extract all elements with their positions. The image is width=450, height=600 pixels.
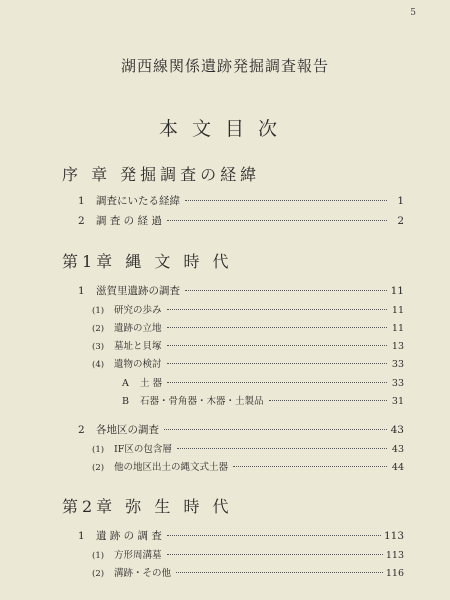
entry-page: 11 (390, 285, 404, 297)
toc-entry[interactable] (78, 422, 404, 437)
toc-entry[interactable] (78, 528, 404, 543)
entry-number: (1) (92, 445, 105, 455)
entry-number: (2) (92, 463, 105, 473)
entry-label: 溝跡・その他 (114, 568, 172, 579)
leader-dots (269, 400, 387, 401)
entry-page: 11 (391, 305, 404, 316)
entry-label: 遺 跡 の 調 査 (96, 530, 162, 542)
entry-number: B (122, 396, 129, 407)
entry-number: (1) (92, 306, 105, 316)
leader-dots (167, 382, 387, 383)
toc-subentry[interactable] (122, 375, 404, 389)
entry-number: (1) (92, 551, 105, 561)
entry-label: 各地区の調査 (96, 424, 159, 436)
entry-page: 43 (390, 424, 404, 436)
entry-number: 1 (78, 530, 85, 542)
entry-page: 113 (383, 530, 404, 542)
entry-number: (3) (92, 342, 105, 352)
entry-number: 2 (78, 215, 85, 227)
entry-label: 調 査 の 経 過 (96, 215, 162, 227)
toc-subentry[interactable] (92, 338, 404, 352)
entry-page: 11 (391, 323, 404, 334)
entry-label: 石器・骨角器・木器・土製品 (140, 396, 264, 407)
entry-page: 113 (385, 550, 404, 561)
leader-dots (233, 466, 387, 467)
entry-label: 土 器 (140, 378, 163, 389)
entry-number: A (122, 378, 129, 389)
toc-subentry[interactable] (92, 459, 404, 473)
entry-label: 方形周溝墓 (114, 550, 162, 561)
entry-page: 116 (385, 568, 404, 579)
leader-dots (167, 220, 387, 221)
toc-entry[interactable] (78, 283, 404, 298)
page-number: 5 (410, 8, 416, 18)
entry-label: 研究の歩み (114, 305, 162, 316)
toc-subentry[interactable] (92, 320, 404, 334)
entry-number: (2) (92, 569, 105, 579)
leader-dots (167, 363, 387, 364)
toc-subentry[interactable] (92, 441, 404, 455)
entry-page: 1 (397, 195, 404, 207)
toc-subentry[interactable] (92, 356, 404, 370)
toc-subentry[interactable] (92, 302, 404, 316)
leader-dots (185, 290, 387, 291)
entry-number: (2) (92, 324, 105, 334)
entry-number: 1 (78, 285, 85, 297)
entry-number: (4) (92, 360, 105, 370)
leader-dots (185, 200, 387, 201)
entry-label: 遺跡の立地 (114, 323, 162, 334)
leader-dots (167, 309, 387, 310)
entry-number: 2 (78, 424, 85, 436)
entry-number: 1 (78, 195, 85, 207)
entry-label: 調査にいたる経緯 (96, 195, 180, 207)
entry-page: 43 (391, 444, 404, 455)
toc-subentry[interactable] (92, 565, 404, 579)
report-header: 湖西線関係遺跡発掘調査報告 (120, 57, 329, 75)
leader-dots (164, 429, 387, 430)
chapter-heading: 第1章 縄 文 時 代 (62, 252, 233, 271)
entry-label: ⅠF区の包含層 (114, 444, 172, 455)
entry-label: 遺物の検討 (114, 359, 162, 370)
chapter-heading: 序 章 発掘調査の経緯 (62, 165, 261, 184)
chapter-heading: 第2章 弥 生 時 代 (62, 497, 233, 516)
entry-page: 44 (391, 462, 404, 473)
toc-entry[interactable] (78, 193, 404, 208)
toc-title: 本文目次 (158, 118, 291, 140)
toc-subentry[interactable] (122, 393, 404, 407)
leader-dots (167, 327, 387, 328)
entry-page: 2 (397, 215, 404, 227)
leader-dots (167, 554, 383, 555)
entry-label: 墓址と貝塚 (114, 341, 162, 352)
entry-label: 他の地区出土の縄文式土器 (114, 462, 229, 473)
leader-dots (167, 345, 387, 346)
leader-dots (167, 535, 381, 536)
leader-dots (177, 448, 387, 449)
leader-dots (176, 572, 383, 573)
entry-label: 滋賀里遺跡の調査 (96, 285, 180, 297)
entry-page: 33 (391, 378, 404, 389)
toc-subentry[interactable] (92, 547, 404, 561)
entry-page: 31 (391, 396, 404, 407)
entry-page: 33 (391, 359, 404, 370)
toc-entry[interactable] (78, 213, 404, 228)
entry-page: 13 (391, 341, 404, 352)
